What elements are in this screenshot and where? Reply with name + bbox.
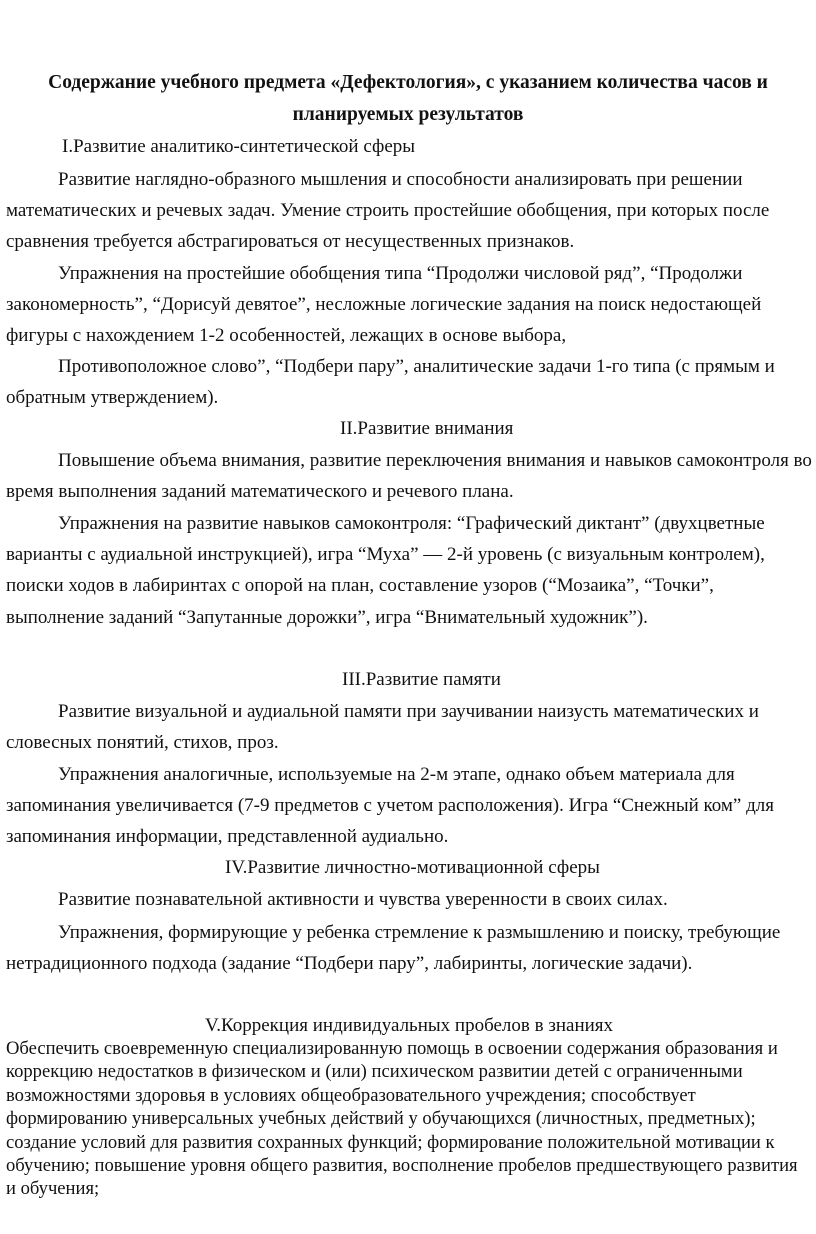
section-2-paragraph-1: Повышение объема внимания, развитие переключения внимания и навыков самоконтроля во время выполнения заданий математического и речевого плана.: [6, 450, 812, 503]
section-heading-5: V.Коррекция индивидуальных пробелов в знаниях: [205, 1015, 614, 1036]
section-heading-2: II.Развитие внимания: [340, 418, 514, 439]
section-4-paragraph-2: Упражнения, формирующие у ребенка стремление к размышлению и поиску, требующие нетрадиционного подхода (задание “Подбери пару”, лабиринты, логические задачи).: [6, 922, 781, 975]
section-1-paragraph-3: Противоположное слово”, “Подбери пару”, аналитические задачи 1-го типа (с прямым и обратным утверждением).: [6, 356, 775, 409]
section-1-paragraph-1: Развитие наглядно-образного мышления и способности анализировать при решении математических и речевых задач. Умение строить простейшие обобщения, при которых после сравнения требуется абстрагироваться от несущественных признаков.: [6, 169, 770, 253]
section-1-paragraph-2: Упражнения на простейшие обобщения типа “Продолжи числовой ряд”, “Продолжи закономерность”, “Дорисуй девятое”, несложные логические задания на поиск недостающей фигуры с нахождением 1-2 особенностей, лежащих в основе выбора,: [6, 263, 762, 347]
section-5-paragraph-1: Обеспечить своевременную специализированную помощь в освоении содержания образования и коррекцию недостатков в физическом и (или) психическом развитии детей с ограниченными возможностями здоровья в условиях общеобразовательного учреждения; способствует формированию универсальных учебных действий у обучающихся (личностных, предметных); создание условий для развития сохранных функций; формирование положительной мотивации к обучению; повышение уровня общего развития, восполнение пробелов предшествующего развития и обучения;: [6, 1038, 798, 1200]
section-heading-1: I.Развитие аналитико-синтетической сферы: [62, 136, 416, 157]
document-title-line-1: Содержание учебного предмета «Дефектология», с указанием количества часов и: [48, 72, 768, 93]
section-4-paragraph-1: Развитие познавательной активности и чувства уверенности в своих силах.: [58, 889, 668, 910]
section-3-paragraph-2: Упражнения аналогичные, используемые на 2-м этапе, однако объем материала для запоминания увеличивается (7-9 предметов с учетом расположения). Игра “Снежный ком” для запоминания информации, представленной аудиально.: [6, 764, 774, 848]
section-3-paragraph-1: Развитие визуальной и аудиальной памяти при заучивании наизусть математических и словесных понятий, стихов, проз.: [6, 701, 759, 754]
document-title-line-2: планируемых результатов: [292, 104, 524, 125]
section-heading-3: III.Развитие памяти: [342, 669, 501, 690]
section-2-paragraph-2: Упражнения на развитие навыков самоконтроля: “Графический диктант” (двухцветные варианты с аудиальной инструкцией), игра “Муха” — 2-й уровень (с визуальным контролем), поиски ходов в лабиринтах с опорой на план, составление узоров (“Мозаика”, “Точки”, выполнение заданий “Запутанные дорожки”, игра “Внимательный художник”).: [6, 513, 765, 628]
section-heading-4: IV.Развитие личностно-мотивационной сферы: [225, 857, 600, 878]
